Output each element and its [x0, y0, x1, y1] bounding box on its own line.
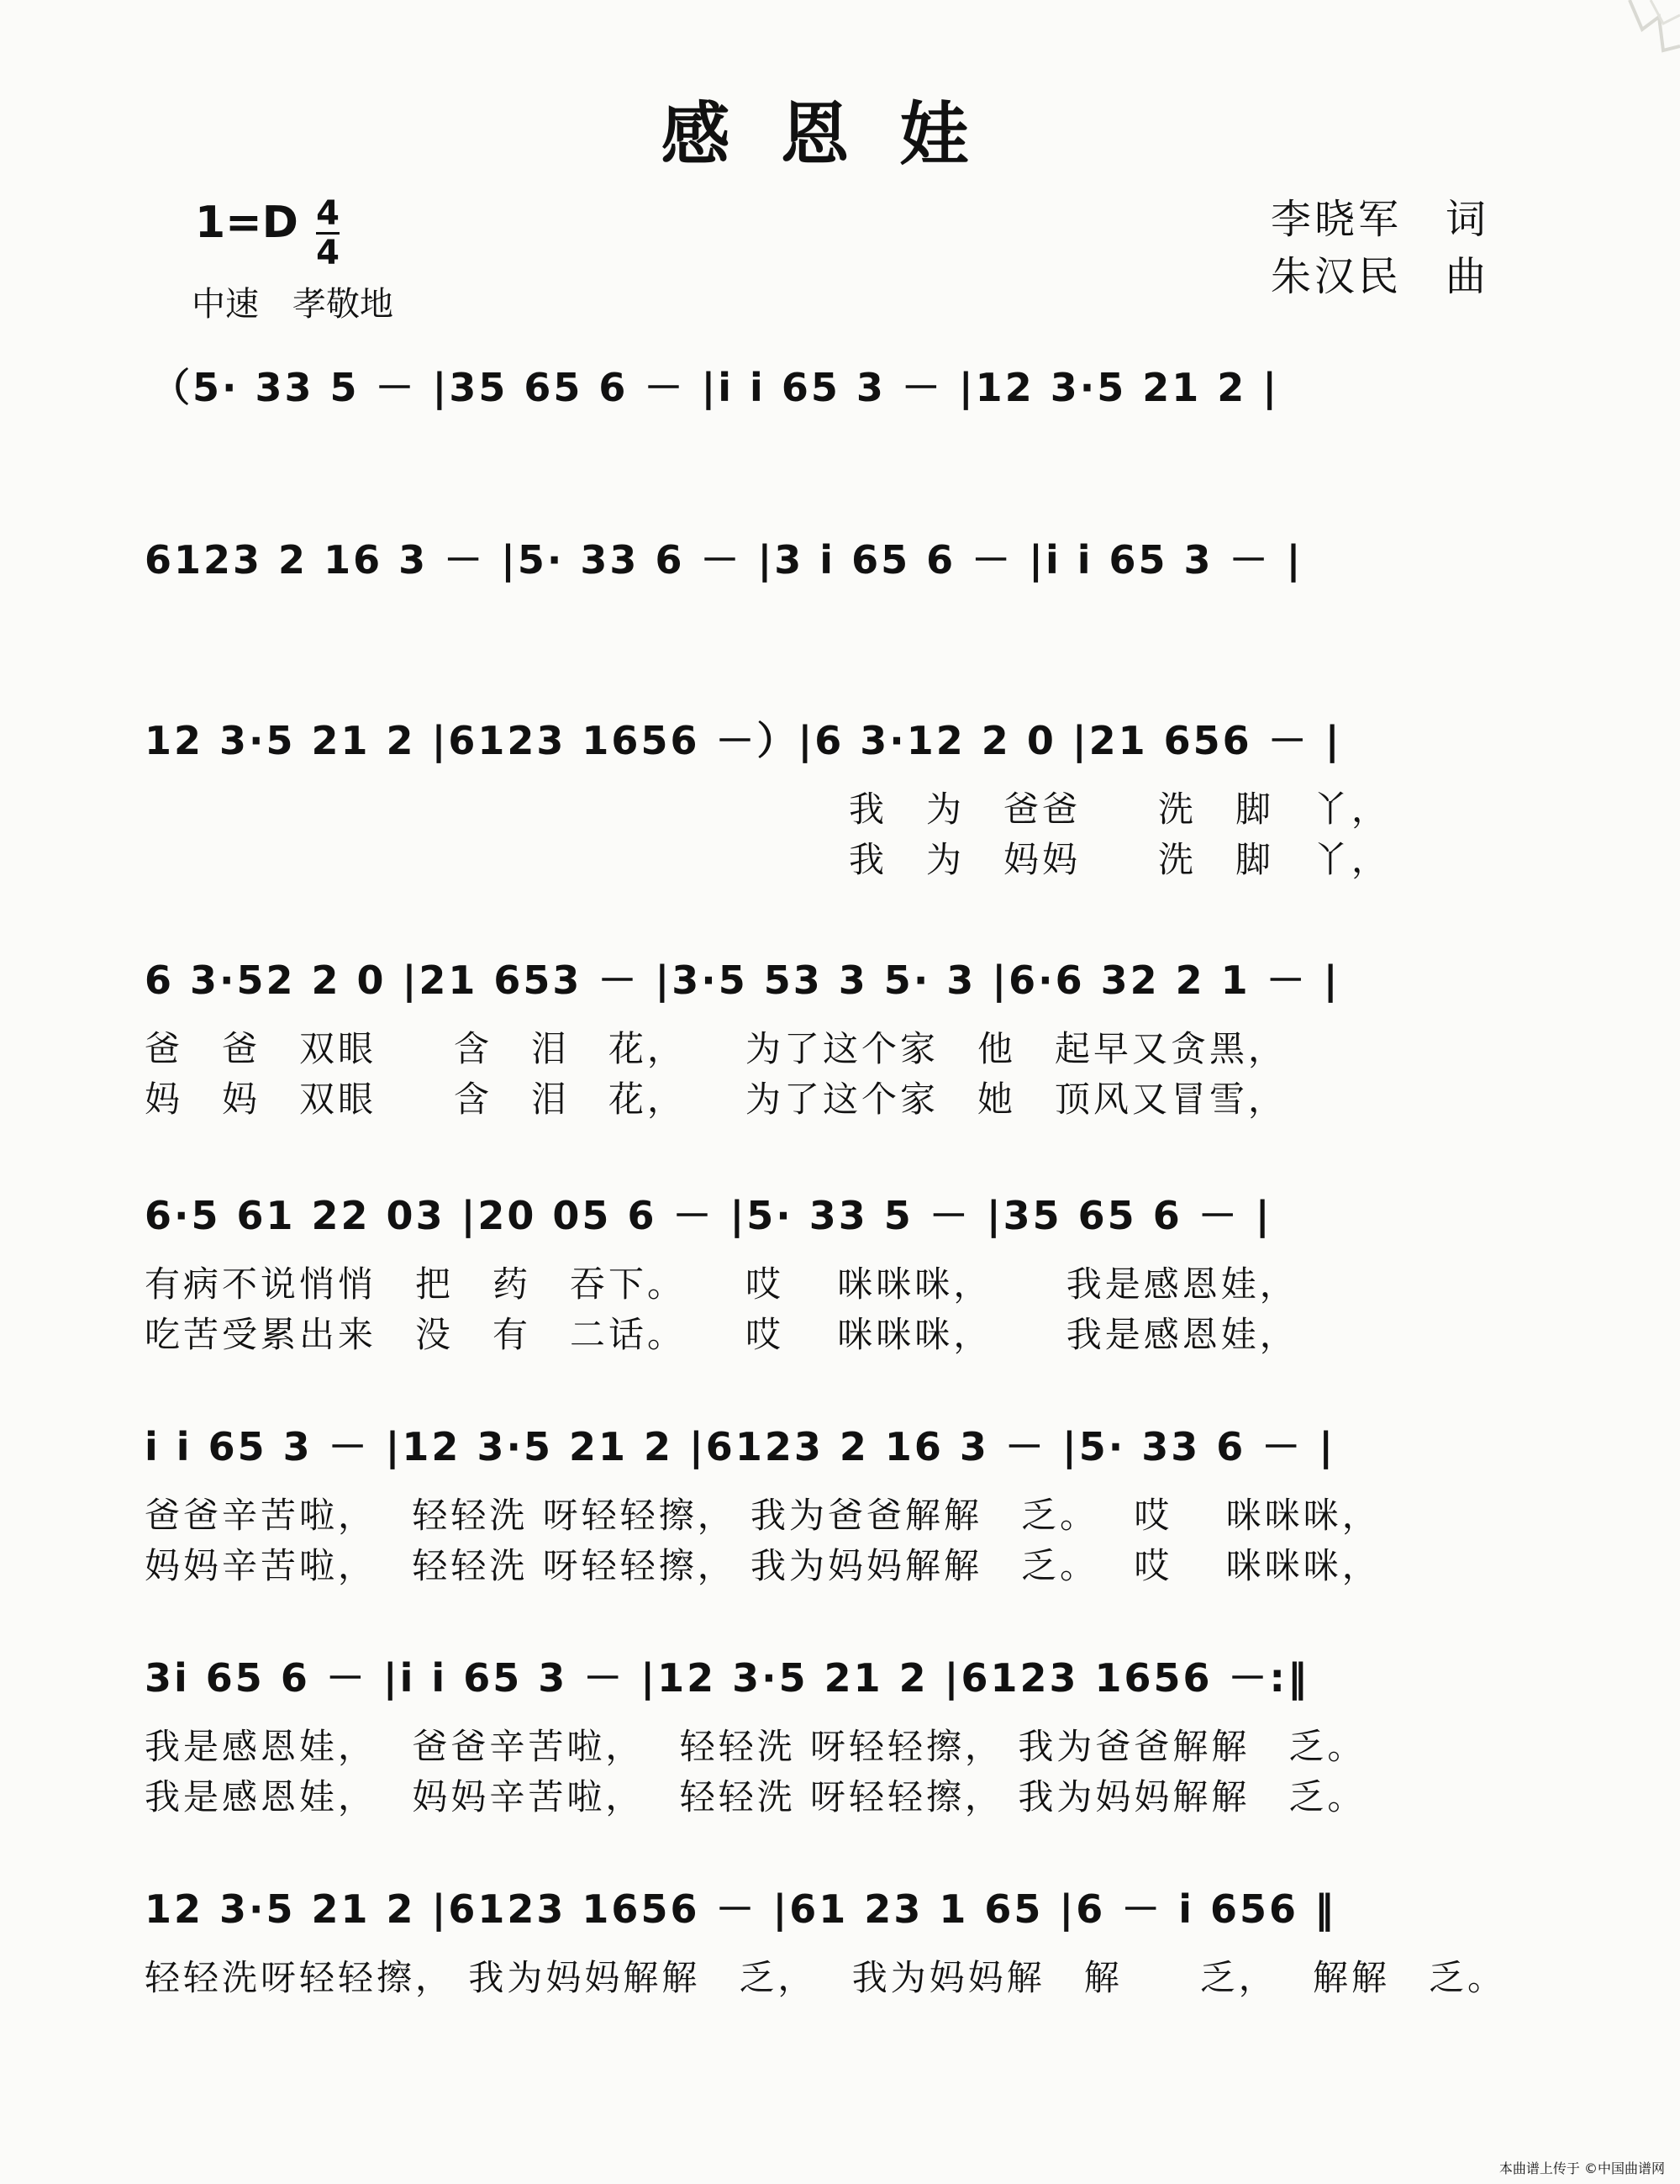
score-system-4-notes: 6 3·52 2 0 |21 653 － |3·5 53 3 5· 3 |6·6 32 2 1 － | — [145, 957, 1340, 1003]
lyricist-credit: 李晓军 词 — [1271, 196, 1490, 243]
song-title: 感恩娃 — [661, 94, 1019, 175]
score-system-2-notes: 6123 2 16 3 － |5· 33 6 － |3 i 65 6 － |i i 65 3 － | — [145, 537, 1303, 583]
time-signature-top: 4 — [316, 194, 340, 233]
score-system-5-lyrics-1: 有病不说悄悄 把 药 吞下。 哎 咪咪咪， 我是感恩娃， — [145, 1263, 1298, 1305]
score-system-1-notes: （5· 33 5 － |35 65 6 － |i i 65 3 － |12 3·5 21 2 | — [151, 365, 1280, 410]
key-signature: 1=D — [195, 198, 298, 248]
score-system-3-lyrics-1: 我 为 爸爸 洗 脚 丫， — [849, 789, 1391, 830]
score-system-5-notes: 6·5 61 22 03 |20 05 6 － |5· 33 5 － |35 65 6 － | — [145, 1193, 1272, 1238]
composer-credit: 朱汉民 曲 — [1271, 253, 1490, 300]
time-signature-bottom: 4 — [316, 234, 340, 272]
score-system-3-notes: 12 3·5 21 2 |6123 1656 －）|6 3·12 2 0 |21 656 － | — [145, 718, 1342, 763]
paper-texture-decoration — [1579, 0, 1680, 101]
score-system-6-lyrics-1: 爸爸辛苦啦， 轻轻洗 呀轻轻擦， 我为爸爸解解 乏。 哎 咪咪咪， — [145, 1495, 1381, 1536]
time-signature — [313, 195, 343, 272]
score-system-7-lyrics-2: 我是感恩娃， 妈妈辛苦啦， 轻轻洗 呀轻轻擦， 我为妈妈解解 乏。 — [145, 1776, 1367, 1817]
footer-source-note: 本曲谱上传于 ©中国曲谱网 — [1498, 2160, 1665, 2176]
score-system-7-notes: 3i 65 6 － |i i 65 3 － |12 3·5 21 2 |6123 1656 －:‖ — [145, 1655, 1309, 1701]
tempo-marking: 中速 孝敬地 — [192, 285, 393, 324]
score-system-8-lyrics-1: 轻轻洗呀轻轻擦， 我为妈妈解解 乏， 我为妈妈解 解 乏， 解解 乏。 — [145, 1957, 1507, 1998]
score-system-5-lyrics-2: 吃苦受累出来 没 有 二话。 哎 咪咪咪， 我是感恩娃， — [145, 1314, 1298, 1355]
score-system-3-lyrics-2: 我 为 妈妈 洗 脚 丫， — [849, 839, 1391, 880]
score-system-7-lyrics-1: 我是感恩娃， 爸爸辛苦啦， 轻轻洗 呀轻轻擦， 我为爸爸解解 乏。 — [145, 1726, 1367, 1767]
score-system-4-lyrics-1: 爸 爸 双眼 含 泪 花， 为了这个家 他 起早又贪黑， — [145, 1028, 1288, 1069]
score-system-8-notes: 12 3·5 21 2 |6123 1656 － |61 23 1 65 |6 － i 656 ‖ — [145, 1886, 1337, 1932]
score-system-4-lyrics-2: 妈 妈 双眼 含 泪 花， 为了这个家 她 顶风又冒雪， — [145, 1079, 1288, 1120]
score-system-6-notes: i i 65 3 － |12 3·5 21 2 |6123 2 16 3 － |5· 33 6 － | — [145, 1424, 1336, 1469]
score-system-6-lyrics-2: 妈妈辛苦啦， 轻轻洗 呀轻轻擦， 我为妈妈解解 乏。 哎 咪咪咪， — [145, 1545, 1381, 1586]
